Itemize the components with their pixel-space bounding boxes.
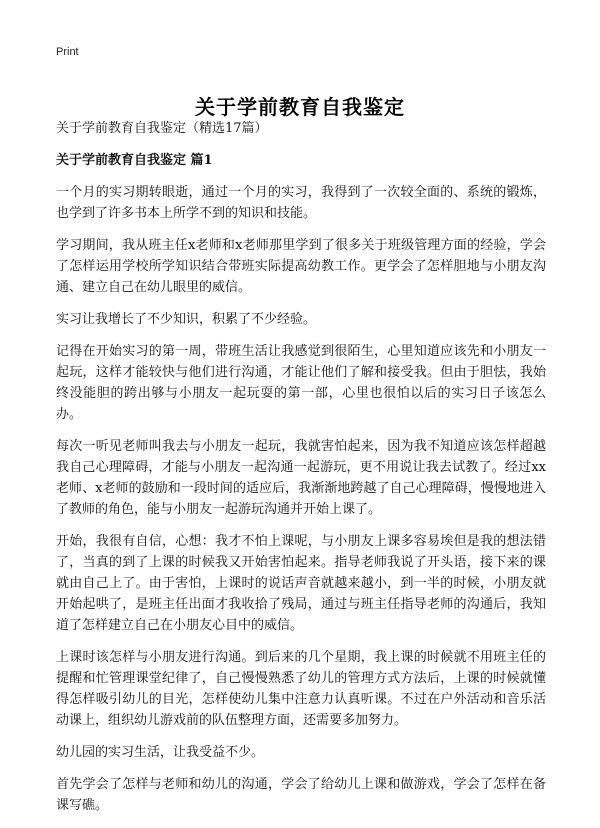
paragraph: 学习期间，我从班主任x老师和x老师那里学到了很多关于班级管理方面的经验，学会了怎样运用学校所学知识结合带班实际提高幼教工作。更学会了怎样胆地与小朋友沟通、建立自己在幼儿眼里的威信。 <box>56 238 546 295</box>
paragraph: 首先学会了怎样与老师和幼儿的沟通，学会了给幼儿上课和做游戏，学会了怎样在备课写礁。 <box>56 777 546 813</box>
document-subtitle: 关于学前教育自我鉴定（精选17篇） <box>56 121 268 136</box>
paragraph: 每次一听见老师叫我去与小朋友一起玩，我就害怕起来，因为我不知道应该怎样超越我自己心理障碍，才能与小朋友一起沟通一起游玩，更不用说让我去试教了。经过xx老师、x老师的鼓励和一段时间的适应后，我渐渐地跨越了自己心理障碍，慢慢地进入了教师的角色，能与小朋友一起游玩沟通并开始上课了。 <box>56 439 546 517</box>
print-link[interactable]: Print <box>56 46 79 58</box>
paragraph: 一个月的实习期转眼逝，通过一个月的实习，我得到了一次较全面的、系统的锻炼，也学到了许多书本上所学不到的知识和技能。 <box>56 185 546 221</box>
paragraph: 上课时该怎样与小朋友进行沟通。到后来的几个星期，我上课的时候就不用班主任的提醒和忙管理课堂纪律了，自己慢慢熟悉了幼儿的管理方式方法后，上课的时候就懂得怎样吸引幼儿的目光，怎样使幼儿集中注意力认真听课。不过在户外活动和音乐活动课上，组织幼儿游戏前的队伍整理方面，还需要多加努力。 <box>56 650 546 728</box>
page-title: 关于学前教育自我鉴定 <box>195 95 405 120</box>
document-body <box>56 120 546 827</box>
paragraph: 记得在开始实习的第一周，带班生活让我感觉到很陌生，心里知道应该先和小朋友一起玩，这样才能较快与他们进行沟通，才能让他们了解和接受我。但由于胆怯，我始终没能胆的跨出够与小朋友一起玩耍的第一部，心里也很怕以后的实习日子该怎么办。 <box>56 344 546 422</box>
paragraph: 开始，我很有自信，心想：我才不怕上课呢，与小朋友上课多容易埃但是我的想法错了，当真的到了上课的时候我又开始害怕起来。指导老师我说了开头语，接下来的课就由自己上了。由于害怕，上课时的说话声音就越来越小，到一半的时候，小朋友就开始起哄了，是班主任出面才我收拾了残局，通过与班主任指导老师的沟通后，我知道了怎样建立自己在小朋友心目中的威信。 <box>56 534 546 633</box>
paragraph: 幼儿园的实习生活，让我受益不少。 <box>56 745 265 760</box>
paragraph: 实习让我增长了不少知识，积累了不少经验。 <box>56 312 317 327</box>
section-heading: 关于学前教育自我鉴定 篇1 <box>56 153 213 168</box>
